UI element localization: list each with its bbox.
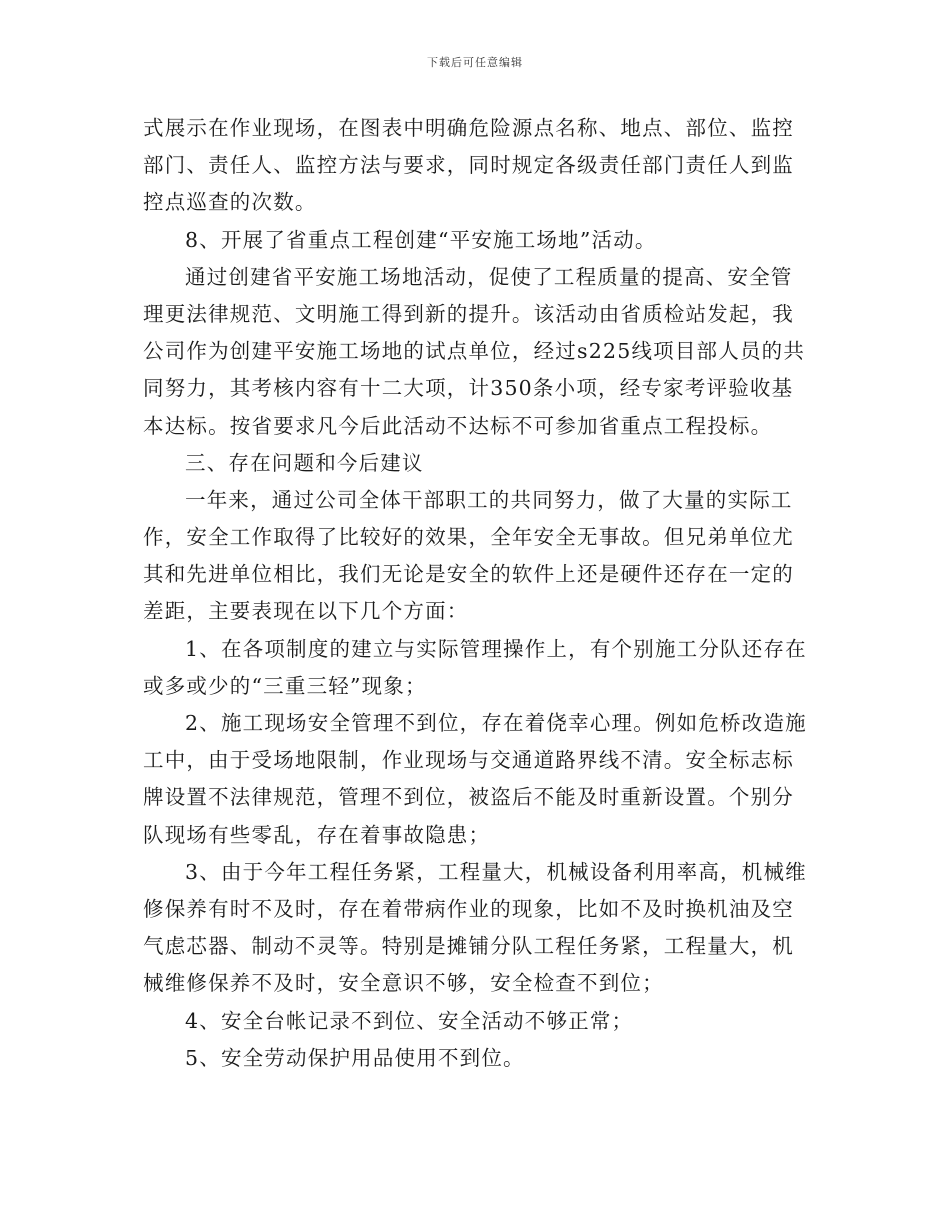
- text-line: 差距，主要表现在以下几个方面：: [143, 599, 469, 624]
- text-line: 作，安全工作取得了比较好的效果，全年安全无事故。但兄弟单位尤: [143, 525, 794, 550]
- text-line: 2、施工现场安全管理不到位，存在着侥幸心理。例如危桥改造施: [185, 711, 807, 735]
- text-line: 一年来，通过公司全体干部职工的共同努力，做了大量的实际工: [185, 487, 793, 512]
- text-line: 本达标。按省要求凡今后此活动不达标不可参加省重点工程投标。: [143, 413, 773, 438]
- text-line: 修保养有时不及时，存在着带病作业的现象，比如不及时换机油及空: [143, 896, 794, 921]
- text-line: 其和先进单位相比，我们无论是安全的软件上还是硬件还存在一定的: [143, 562, 794, 587]
- text-line: 械维修保养不及时，安全意识不够，安全检查不到位；: [143, 971, 664, 996]
- text-line: 工中，由于受场地限制，作业现场与交通道路界线不清。安全标志标: [143, 748, 794, 773]
- text-line: 3、由于今年工程任务紧，工程量大，机械设备利用率高，机械维: [185, 859, 807, 884]
- text-line: 三、存在问题和今后建议: [185, 450, 424, 475]
- text-line: 控点巡查的次数。: [143, 190, 317, 215]
- text-line: 或多或少的“三重三轻”现象；: [143, 673, 427, 698]
- text-line: 队现场有些零乱，存在着事故隐患；: [143, 822, 491, 847]
- text-line: 5、安全劳动保护用品使用不到位。: [185, 1045, 525, 1070]
- text-line: 8、开展了省重点工程创建“平安施工场地”活动。: [185, 227, 657, 252]
- text-line: 理更法律规范、文明施工得到新的提升。该活动由省质检站发起，我: [143, 301, 794, 326]
- text-line: 式展示在作业现场，在图表中明确危险源点名称、地点、部位、监控: [143, 116, 794, 140]
- text-line: 公司作为创建平安施工场地的试点单位，经过s225线项目部人员的共: [143, 339, 806, 364]
- document-body: [143, 110, 809, 1077]
- text-line: 同努力，其考核内容有十二大项，计350条小项，经专家考评验收基: [143, 376, 794, 401]
- text-line: 牌设置不法律规范，管理不到位，被盗后不能及时重新设置。个别分: [143, 785, 794, 810]
- text-line: 1、在各项制度的建立与实际管理操作上，有个别施工分队还存在: [185, 636, 807, 661]
- page-header: 下载后可任意编辑: [427, 56, 523, 69]
- text-line: 通过创建省平安施工场地活动，促使了工程质量的提高、安全管: [185, 264, 793, 289]
- text-line: 气虑芯器、制动不灵等。特别是摊铺分队工程任务紧，工程量大，机: [143, 934, 794, 959]
- text-line: 4、安全台帐记录不到位、安全活动不够正常；: [185, 1008, 634, 1033]
- text-line: 部门、责任人、监控方法与要求，同时规定各级责任部门责任人到监: [143, 153, 794, 178]
